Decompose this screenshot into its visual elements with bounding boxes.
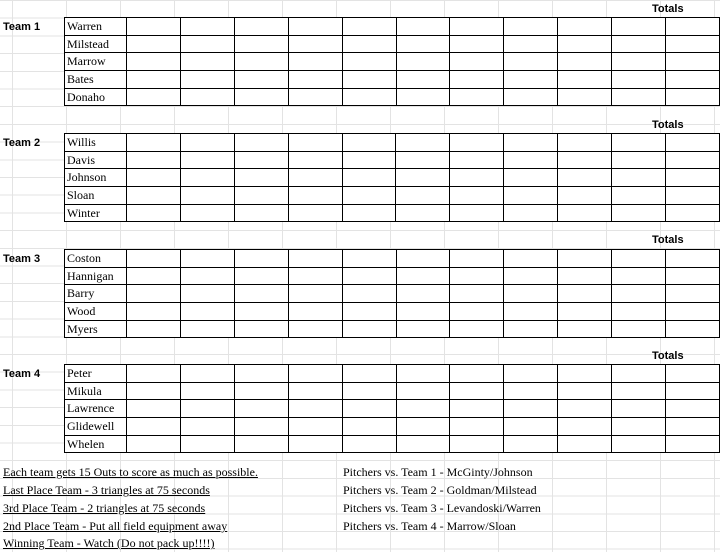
team-2-label: Team 2 (3, 137, 41, 149)
total-cell[interactable] (666, 187, 720, 205)
player-name-cell[interactable]: Whelen (65, 435, 127, 453)
score-cell[interactable] (342, 267, 396, 285)
score-cell[interactable] (126, 418, 180, 436)
player-row (65, 71, 720, 89)
score-cell[interactable] (558, 285, 612, 303)
score-cell[interactable] (450, 151, 504, 169)
player-row (65, 204, 720, 222)
score-cell[interactable] (180, 169, 234, 187)
score-cell[interactable] (288, 71, 342, 89)
total-cell[interactable] (666, 204, 720, 222)
score-cell[interactable] (342, 418, 396, 436)
total-cell[interactable] (666, 151, 720, 169)
score-cell[interactable] (612, 303, 666, 321)
score-cell[interactable] (342, 71, 396, 89)
score-cell[interactable] (180, 365, 234, 383)
player-name-cell[interactable]: Milstead (65, 35, 127, 53)
total-cell[interactable] (666, 134, 720, 152)
player-name-cell[interactable]: Donaho (65, 88, 127, 106)
score-cell[interactable] (396, 320, 450, 338)
score-cell[interactable] (126, 53, 180, 71)
pitchers-team-4: Pitchers vs. Team 4 - Marrow/Sloan (343, 519, 516, 533)
score-cell[interactable] (450, 320, 504, 338)
score-cell[interactable] (234, 250, 288, 268)
score-cell[interactable] (126, 435, 180, 453)
score-cell[interactable] (234, 320, 288, 338)
score-cell[interactable] (288, 382, 342, 400)
score-cell[interactable] (234, 71, 288, 89)
score-cell[interactable] (126, 204, 180, 222)
total-cell[interactable] (666, 267, 720, 285)
score-cell[interactable] (342, 18, 396, 36)
score-cell[interactable] (180, 35, 234, 53)
total-cell[interactable] (666, 418, 720, 436)
score-cell[interactable] (342, 365, 396, 383)
score-cell[interactable] (612, 169, 666, 187)
score-cell[interactable] (558, 400, 612, 418)
score-cell[interactable] (504, 365, 558, 383)
score-cell[interactable] (234, 204, 288, 222)
player-name-cell[interactable]: Marrow (65, 53, 127, 71)
player-name-cell[interactable]: Glidewell (65, 418, 127, 436)
score-cell[interactable] (504, 169, 558, 187)
score-cell[interactable] (612, 400, 666, 418)
score-cell[interactable] (180, 187, 234, 205)
totals-header-team-4: Totals (652, 350, 684, 362)
player-row (65, 53, 720, 71)
player-name-cell[interactable]: Lawrence (65, 400, 127, 418)
score-cell[interactable] (450, 267, 504, 285)
score-cell[interactable] (126, 267, 180, 285)
score-cell[interactable] (558, 382, 612, 400)
score-cell[interactable] (450, 187, 504, 205)
score-cell[interactable] (234, 365, 288, 383)
total-cell[interactable] (666, 365, 720, 383)
player-row (65, 267, 720, 285)
score-cell[interactable] (396, 250, 450, 268)
score-cell[interactable] (558, 435, 612, 453)
score-cell[interactable] (180, 303, 234, 321)
score-cell[interactable] (288, 435, 342, 453)
pitchers-team-3: Pitchers vs. Team 3 - Levandoski/Warren (343, 501, 541, 515)
score-cell[interactable] (180, 400, 234, 418)
score-cell[interactable] (180, 382, 234, 400)
score-cell[interactable] (288, 35, 342, 53)
total-cell[interactable] (666, 88, 720, 106)
player-name-cell[interactable]: Winter (65, 204, 127, 222)
score-cell[interactable] (396, 53, 450, 71)
score-cell[interactable] (612, 187, 666, 205)
rule-outs: Each team gets 15 Outs to score as much as possible. (3, 465, 258, 479)
score-cell[interactable] (126, 169, 180, 187)
score-cell[interactable] (450, 400, 504, 418)
score-cell[interactable] (558, 169, 612, 187)
score-cell[interactable] (450, 204, 504, 222)
totals-header-team-1: Totals (652, 3, 684, 15)
player-row (65, 435, 720, 453)
score-cell[interactable] (396, 88, 450, 106)
score-cell[interactable] (612, 418, 666, 436)
score-cell[interactable] (396, 365, 450, 383)
score-cell[interactable] (396, 204, 450, 222)
score-cell[interactable] (180, 18, 234, 36)
score-cell[interactable] (504, 400, 558, 418)
team-4-score-table (64, 364, 720, 453)
total-cell[interactable] (666, 169, 720, 187)
score-cell[interactable] (612, 71, 666, 89)
score-cell[interactable] (504, 204, 558, 222)
score-cell[interactable] (342, 187, 396, 205)
player-name-cell[interactable]: Sloan (65, 187, 127, 205)
score-cell[interactable] (180, 88, 234, 106)
player-row (65, 382, 720, 400)
score-cell[interactable] (288, 134, 342, 152)
score-cell[interactable] (612, 53, 666, 71)
score-cell[interactable] (612, 35, 666, 53)
score-cell[interactable] (342, 400, 396, 418)
total-cell[interactable] (666, 435, 720, 453)
score-cell[interactable] (558, 320, 612, 338)
player-row (65, 151, 720, 169)
score-cell[interactable] (342, 303, 396, 321)
player-row (65, 35, 720, 53)
score-cell[interactable] (234, 418, 288, 436)
score-cell[interactable] (396, 35, 450, 53)
score-cell[interactable] (342, 35, 396, 53)
score-cell[interactable] (234, 285, 288, 303)
score-cell[interactable] (126, 365, 180, 383)
player-name-cell[interactable]: Johnson (65, 169, 127, 187)
score-cell[interactable] (504, 53, 558, 71)
score-cell[interactable] (450, 88, 504, 106)
total-cell[interactable] (666, 53, 720, 71)
score-cell[interactable] (288, 151, 342, 169)
score-cell[interactable] (396, 18, 450, 36)
score-cell[interactable] (126, 187, 180, 205)
score-cell[interactable] (342, 169, 396, 187)
score-cell[interactable] (342, 250, 396, 268)
score-cell[interactable] (450, 134, 504, 152)
score-cell[interactable] (234, 18, 288, 36)
score-cell[interactable] (504, 134, 558, 152)
score-cell[interactable] (234, 151, 288, 169)
total-cell[interactable] (666, 303, 720, 321)
total-cell[interactable] (666, 71, 720, 89)
score-cell[interactable] (126, 382, 180, 400)
score-cell[interactable] (288, 303, 342, 321)
score-cell[interactable] (342, 151, 396, 169)
total-cell[interactable] (666, 18, 720, 36)
score-cell[interactable] (288, 267, 342, 285)
score-cell[interactable] (288, 187, 342, 205)
team-1-score-table (64, 17, 720, 106)
score-cell[interactable] (126, 71, 180, 89)
total-cell[interactable] (666, 285, 720, 303)
score-cell[interactable] (612, 151, 666, 169)
player-row (65, 134, 720, 152)
player-row (65, 187, 720, 205)
player-row (65, 169, 720, 187)
score-cell[interactable] (558, 303, 612, 321)
score-cell[interactable] (396, 285, 450, 303)
score-cell[interactable] (288, 400, 342, 418)
score-cell[interactable] (612, 267, 666, 285)
player-name-cell[interactable]: Warren (65, 18, 127, 36)
score-cell[interactable] (450, 435, 504, 453)
score-cell[interactable] (450, 35, 504, 53)
score-cell[interactable] (612, 435, 666, 453)
score-cell[interactable] (126, 35, 180, 53)
score-cell[interactable] (396, 303, 450, 321)
score-cell[interactable] (396, 400, 450, 418)
score-cell[interactable] (504, 71, 558, 89)
player-name-cell[interactable]: Coston (65, 250, 127, 268)
team-4-label: Team 4 (3, 368, 41, 380)
score-cell[interactable] (558, 53, 612, 71)
score-cell[interactable] (288, 250, 342, 268)
player-name-cell[interactable]: Barry (65, 285, 127, 303)
score-cell[interactable] (558, 35, 612, 53)
score-cell[interactable] (504, 187, 558, 205)
score-cell[interactable] (612, 285, 666, 303)
score-cell[interactable] (612, 320, 666, 338)
score-cell[interactable] (342, 382, 396, 400)
score-cell[interactable] (450, 169, 504, 187)
score-cell[interactable] (234, 267, 288, 285)
score-cell[interactable] (288, 320, 342, 338)
score-cell[interactable] (558, 71, 612, 89)
player-row (65, 365, 720, 383)
score-cell[interactable] (180, 267, 234, 285)
score-cell[interactable] (342, 320, 396, 338)
totals-header-team-2: Totals (652, 119, 684, 131)
score-cell[interactable] (396, 151, 450, 169)
player-name-cell[interactable]: Bates (65, 71, 127, 89)
score-cell[interactable] (396, 71, 450, 89)
score-cell[interactable] (126, 303, 180, 321)
score-cell[interactable] (180, 71, 234, 89)
rule-last-place: Last Place Team - 3 triangles at 75 seconds (3, 483, 210, 497)
score-cell[interactable] (450, 53, 504, 71)
score-cell[interactable] (126, 151, 180, 169)
score-cell[interactable] (180, 134, 234, 152)
score-cell[interactable] (504, 35, 558, 53)
score-cell[interactable] (504, 435, 558, 453)
score-cell[interactable] (558, 18, 612, 36)
score-cell[interactable] (504, 250, 558, 268)
score-cell[interactable] (342, 88, 396, 106)
score-cell[interactable] (612, 134, 666, 152)
team-2-score-table (64, 133, 720, 222)
player-row (65, 285, 720, 303)
score-cell[interactable] (234, 303, 288, 321)
total-cell[interactable] (666, 400, 720, 418)
score-cell[interactable] (180, 285, 234, 303)
total-cell[interactable] (666, 250, 720, 268)
score-cell[interactable] (450, 418, 504, 436)
score-cell[interactable] (558, 267, 612, 285)
score-cell[interactable] (396, 169, 450, 187)
score-cell[interactable] (558, 365, 612, 383)
score-cell[interactable] (558, 250, 612, 268)
player-name-cell[interactable]: Davis (65, 151, 127, 169)
score-cell[interactable] (396, 187, 450, 205)
score-cell[interactable] (558, 134, 612, 152)
score-cell[interactable] (234, 53, 288, 71)
score-cell[interactable] (342, 53, 396, 71)
score-cell[interactable] (180, 151, 234, 169)
score-cell[interactable] (234, 435, 288, 453)
score-cell[interactable] (126, 88, 180, 106)
rule-third-place: 3rd Place Team - 2 triangles at 75 seconds (3, 501, 206, 515)
score-cell[interactable] (180, 204, 234, 222)
player-row (65, 88, 720, 106)
score-cell[interactable] (288, 18, 342, 36)
score-cell[interactable] (450, 285, 504, 303)
score-cell[interactable] (234, 382, 288, 400)
score-cell[interactable] (180, 53, 234, 71)
score-cell[interactable] (180, 418, 234, 436)
score-cell[interactable] (612, 88, 666, 106)
score-cell[interactable] (396, 267, 450, 285)
score-cell[interactable] (612, 365, 666, 383)
total-cell[interactable] (666, 382, 720, 400)
score-cell[interactable] (126, 134, 180, 152)
player-row (65, 400, 720, 418)
score-cell[interactable] (288, 418, 342, 436)
player-name-cell[interactable]: Mikula (65, 382, 127, 400)
score-cell[interactable] (558, 418, 612, 436)
pitchers-team-1: Pitchers vs. Team 1 - McGinty/Johnson (343, 465, 533, 479)
score-cell[interactable] (612, 250, 666, 268)
score-cell[interactable] (126, 320, 180, 338)
rule-winning-team: Winning Team - Watch (Do not pack up!!!!) (3, 536, 215, 550)
totals-header-team-3: Totals (652, 234, 684, 246)
score-cell[interactable] (504, 151, 558, 169)
team-3-label: Team 3 (3, 253, 41, 265)
player-name-cell[interactable]: Hannigan (65, 267, 127, 285)
player-row (65, 250, 720, 268)
score-cell[interactable] (612, 18, 666, 36)
score-cell[interactable] (342, 435, 396, 453)
score-cell[interactable] (450, 18, 504, 36)
score-cell[interactable] (234, 187, 288, 205)
score-cell[interactable] (504, 382, 558, 400)
score-cell[interactable] (180, 250, 234, 268)
score-cell[interactable] (288, 53, 342, 71)
score-cell[interactable] (234, 400, 288, 418)
score-cell[interactable] (234, 35, 288, 53)
team-3-score-table (64, 249, 720, 338)
score-cell[interactable] (180, 320, 234, 338)
player-name-cell[interactable]: Willis (65, 134, 127, 152)
score-cell[interactable] (504, 320, 558, 338)
score-cell[interactable] (612, 204, 666, 222)
score-cell[interactable] (288, 365, 342, 383)
score-cell[interactable] (450, 250, 504, 268)
score-cell[interactable] (504, 303, 558, 321)
score-cell[interactable] (234, 88, 288, 106)
score-cell[interactable] (504, 418, 558, 436)
score-cell[interactable] (558, 187, 612, 205)
pitchers-team-2: Pitchers vs. Team 2 - Goldman/Milstead (343, 483, 537, 497)
player-row (65, 320, 720, 338)
rule-second-place: 2nd Place Team - Put all field equipment away (3, 519, 228, 533)
score-cell[interactable] (558, 204, 612, 222)
player-row (65, 18, 720, 36)
score-cell[interactable] (288, 285, 342, 303)
player-row (65, 418, 720, 436)
score-cell[interactable] (396, 134, 450, 152)
score-cell[interactable] (396, 435, 450, 453)
score-cell[interactable] (504, 18, 558, 36)
score-cell[interactable] (450, 303, 504, 321)
score-cell[interactable] (504, 88, 558, 106)
score-cell[interactable] (396, 418, 450, 436)
score-cell[interactable] (126, 285, 180, 303)
score-cell[interactable] (126, 250, 180, 268)
score-cell[interactable] (612, 382, 666, 400)
total-cell[interactable] (666, 320, 720, 338)
player-name-cell[interactable]: Peter (65, 365, 127, 383)
score-cell[interactable] (558, 151, 612, 169)
player-name-cell[interactable]: Wood (65, 303, 127, 321)
score-cell[interactable] (288, 169, 342, 187)
score-cell[interactable] (288, 204, 342, 222)
player-row (65, 303, 720, 321)
score-cell[interactable] (450, 365, 504, 383)
score-cell[interactable] (504, 285, 558, 303)
score-cell[interactable] (504, 267, 558, 285)
score-cell[interactable] (342, 134, 396, 152)
player-name-cell[interactable]: Myers (65, 320, 127, 338)
score-cell[interactable] (450, 382, 504, 400)
score-cell[interactable] (126, 400, 180, 418)
total-cell[interactable] (666, 35, 720, 53)
score-cell[interactable] (558, 88, 612, 106)
score-cell[interactable] (396, 382, 450, 400)
score-cell[interactable] (342, 204, 396, 222)
score-cell[interactable] (234, 169, 288, 187)
score-cell[interactable] (342, 285, 396, 303)
score-cell[interactable] (126, 18, 180, 36)
score-cell[interactable] (450, 71, 504, 89)
team-1-label: Team 1 (3, 21, 41, 33)
score-cell[interactable] (180, 435, 234, 453)
score-cell[interactable] (288, 88, 342, 106)
score-cell[interactable] (234, 134, 288, 152)
